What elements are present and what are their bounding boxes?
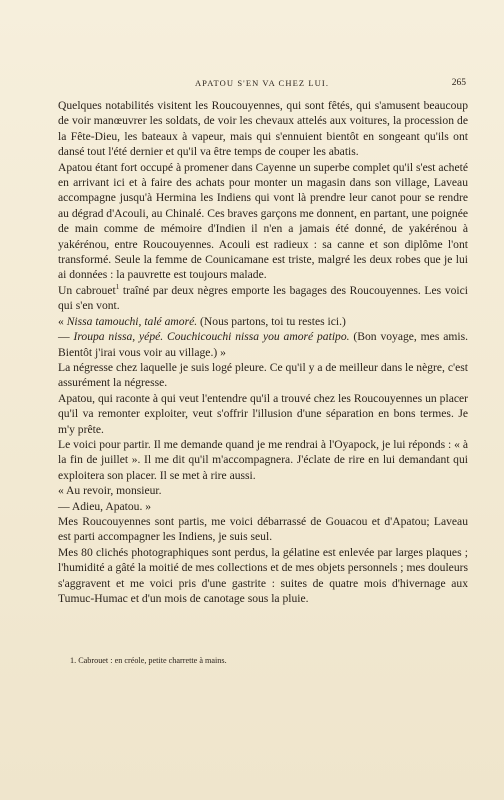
indian-phrase: Iroupa nissa, yépé. Couchicouchi nissa you amoré patipo. <box>73 330 350 344</box>
paragraph: Mes Roucouyennes sont partis, me voici débarrassé de Gouacou et d'Apatou; Laveau est parti accompagner les Indiens, je suis seul. <box>58 514 468 544</box>
page-header <box>58 78 466 92</box>
translation: (Bon voyage, mes amis. Bientôt j'irai vous voir au village.) » <box>58 330 468 359</box>
dialogue-line <box>58 314 468 329</box>
paragraph: Apatou étant fort occupé à promener dans Cayenne un superbe complet qu'il s'est acheté en arrivant ici et à faire des achats pour monter un magasin dans son village, Laveau accompagne jusqu'à Hermina les Indiens qui vont là prendre leur canot pour se rendre au dégrad d'Acouli, au Chinalé. Ces braves garçons me donnent, en partant, une poignée de main comme de mémoire d'Indien il n'en a jamais été donné, de yakérénou à yakérénou, entre Roucouyennes. Acouli est radieux : sa canne et son diplôme l'ont transformé. Seule la femme de Counicamane est triste, malgré les deux robes que je lui ai données : la pauvrette est toujours malade. <box>58 160 468 282</box>
indian-phrase: Nissa tamouchi, talé amoré. <box>66 314 198 328</box>
paragraph: La négresse chez laquelle je suis logé pleure. Ce qu'il y a de meilleur dans le nègre, c'est assurément la négresse. <box>58 360 468 390</box>
running-title: APATOU S'EN VA CHEZ LUI. <box>194 78 330 88</box>
dialogue-line <box>58 329 468 360</box>
translation: (Nous partons, toi tu restes ici.) <box>197 314 346 328</box>
paragraph-text: Un cabrouet <box>58 283 116 297</box>
quote-open: « <box>58 314 67 328</box>
footnote-marker: 1 <box>115 283 120 292</box>
dialogue-line: « Au revoir, monsieur. <box>58 484 162 498</box>
paragraph: Quelques notabilités visitent les Roucouyennes, qui sont fêtés, qui s'amusent beaucoup de voir manœuvrer les soldats, de voir les chevaux attelés aux voitures, la procession de la Fête-Dieu, les bateaux à vapeur, mais qui s'ennuient bientôt en songeant qu'ils ont dansé tout l'été dernier et qu'il va être temps de couper les abatis. <box>58 99 468 159</box>
dialogue-line: — Adieu, Apatou. » <box>58 499 152 513</box>
paragraph-text: traîné par deux nègres emporte les bagages des Roucouyennes. Les voici qui s'en vont. <box>58 283 468 313</box>
paragraph: Mes 80 clichés photographiques sont perdus, la gélatine est enlevée par larges plaques ; l'humidité a gâté la moitié de mes collections et de mes objets personnels ; mes douleurs s'aggravent et me voici pris d'une gastrite : suites de quatre mois d'hivernage aux Tumuc-Humac et d'un mois de canotage sous la pluie. <box>58 545 468 605</box>
dash: — <box>58 330 74 344</box>
paragraph: Apatou, qui raconte à qui veut l'entendre qu'il a trouvé chez les Roucouyennes un placer qu'il va remonter exploiter, veut s'offrir l'illusion d'une séparation en bons termes. Je m'y prête. <box>58 391 468 436</box>
body-text <box>58 98 468 606</box>
page-number: 265 <box>451 78 466 88</box>
footnote: 1. Cabrouet : en créole, petite charrette à mains. <box>70 656 227 665</box>
paragraph <box>58 283 468 314</box>
paragraph: Le voici pour partir. Il me demande quand je me rendrai à l'Oyapock, je lui réponds : « à la fin de juillet ». Il me dit qu'il m'accompagnera. J'éclate de rire en lui demandant qui exploitera son placer. Il se met à rire aussi. <box>58 437 468 482</box>
